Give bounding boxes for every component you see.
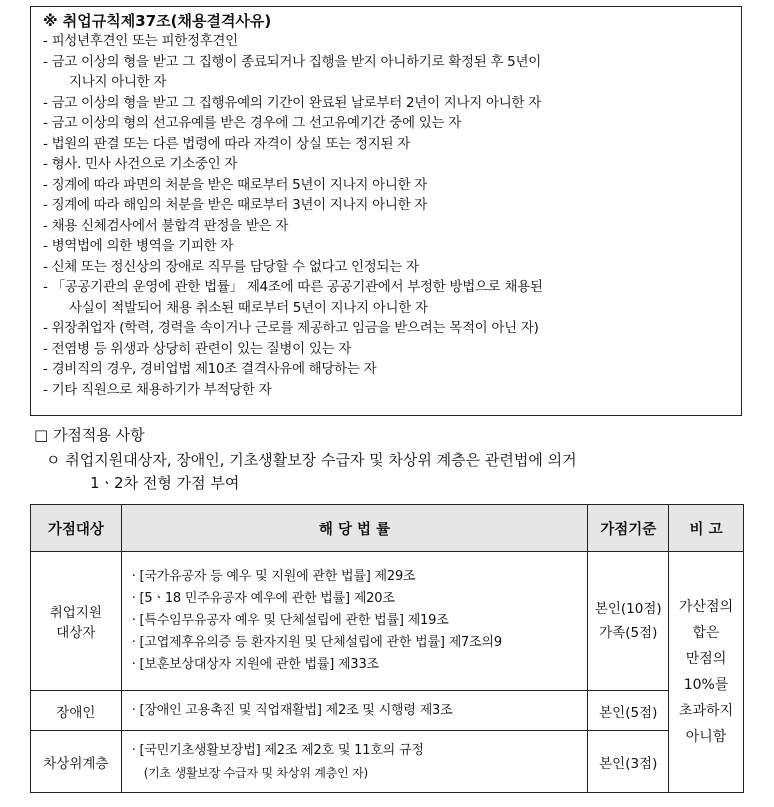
section-heading: □ 가점적용 사항 [34,426,145,444]
list-item: - 피성년후견인 또는 피한정후견인 [43,33,238,49]
header-target: 가점대상 [31,505,122,552]
target-cell [31,691,122,731]
disqualification-box [30,6,742,416]
laws-cell [121,731,588,793]
law-item: · [특수임무유공자 예우 및 단체설립에 관한 법률] 제19조 [131,613,449,628]
law-note: (기초 생활보장 수급자 및 차상위 계층인 자) [143,765,369,780]
section-description: ㅇ 취업지원대상자, 장애인, 기초생활보장 수급자 및 차상위 계층은 관련법에 의거 [46,451,577,469]
bonus-points-table [30,504,744,793]
remark-line: 합은 [692,625,720,641]
list-item: - 「공공기관의 운영에 관한 법률」 제4조에 따른 공공기관에서 부정한 방법으로 채용된 [43,279,543,295]
list-item: - 병역법에 의한 병역을 기피한 자 [43,238,234,254]
list-item: - 전염병 등 위생과 상당히 관련이 있는 질병이 있는 자 [43,340,352,357]
points-cell [588,731,669,793]
laws-cell [121,691,588,731]
list-item-continuation: 사실이 적발되어 채용 취소된 때로부터 5년이 지나지 아니한 자 [69,299,428,316]
points-value: 본인(3점) [599,755,658,772]
target-cell [31,552,122,691]
list-item: - 금고 이상의 형을 받고 그 집행유예의 기간이 완료된 날로부터 2년이 지나지 아니한 자 [43,94,541,111]
remark-line: 가산점의 [679,599,734,615]
law-item: · [보훈보상대상자 지원에 관한 법률] 제33조 [131,657,379,672]
list-item: - 금고 이상의 형을 받고 그 집행이 종료되거나 집행을 받지 아니하기로 확정된 후 5년이 [43,53,541,70]
list-item: - 금고 이상의 형의 선고유예를 받은 경우에 그 선고유예기간 중에 있는 자 [43,115,461,131]
list-item: - 채용 신체검사에서 불합격 판정을 받은 자 [43,217,289,234]
list-item: - 법원의 판결 또는 다른 법령에 따라 자격이 상실 또는 정지된 자 [43,135,410,152]
law-item: · [고엽제후유의증 등 환자지원 및 단체설립에 관한 법률] 제7조의9 [131,635,502,650]
remark-line: 10%를 [683,677,729,693]
target-label: 취업지원 [49,605,102,621]
law-item: · [국민기초생활보장법] 제2조 제2호 및 11호의 규정 [131,742,424,758]
target-label: 차상위계층 [43,755,109,772]
law-item: · [국가유공자 등 예우 및 지원에 관한 법률] 제29조 [131,569,416,584]
list-item: - 기타 직원으로 채용하기가 부적당한 자 [43,381,272,398]
header-remarks: 비 고 [669,505,744,552]
laws-cell [121,552,588,691]
list-item: - 징계에 따라 해임의 처분을 받은 때로부터 3년이 지나지 아니한 자 [43,197,428,213]
points-cell [588,552,669,691]
law-item: · [장애인 고용촉진 및 직업재활법] 제2조 및 시행령 제3조 [131,702,453,718]
list-item: - 신체 또는 정신상의 장애로 직무를 담당할 수 없다고 인정되는 자 [43,258,419,275]
list-item: - 위장취업자 (학력, 경력을 속이거나 근로를 제공하고 임금을 받으려는 목적이 아닌 자) [43,320,539,336]
table-row [31,691,744,731]
target-cell [31,731,122,793]
points-value: 가족(5점) [599,625,658,641]
remarks-cell [669,552,744,793]
list-item: - 징계에 따라 파면의 처분을 받은 때로부터 5년이 지나지 아니한 자 [43,176,428,193]
remark-line: 아니함 [685,729,727,745]
target-label: 대상자 [56,625,96,641]
header-laws: 해 당 법 률 [121,505,588,552]
points-cell [588,691,669,731]
table-row [31,552,744,691]
list-item: - 형사. 민사 사건으로 기소중인 자 [43,156,238,172]
points-value: 본인(10점) [594,601,662,617]
table-row [31,731,744,793]
target-label: 장애인 [56,704,96,721]
box-title: ※ 취업규칙제37조(채용결격사유) [43,12,272,30]
remark-line: 만점의 [685,651,727,667]
points-value: 본인(5점) [599,704,658,721]
table-header-row [31,505,744,552]
section-description-continuation: 1ㆍ2차 전형 가점 부여 [90,474,240,492]
list-item-continuation: 지나지 아니한 자 [69,74,167,90]
list-item: - 경비직의 경우, 경비업법 제10조 결격사유에 해당하는 자 [43,361,377,377]
remark-line: 초과하지 [679,703,734,719]
header-points: 가점기준 [588,505,669,552]
law-item: · [5ㆍ18 민주유공자 예우에 관한 법률] 제20조 [131,591,395,606]
